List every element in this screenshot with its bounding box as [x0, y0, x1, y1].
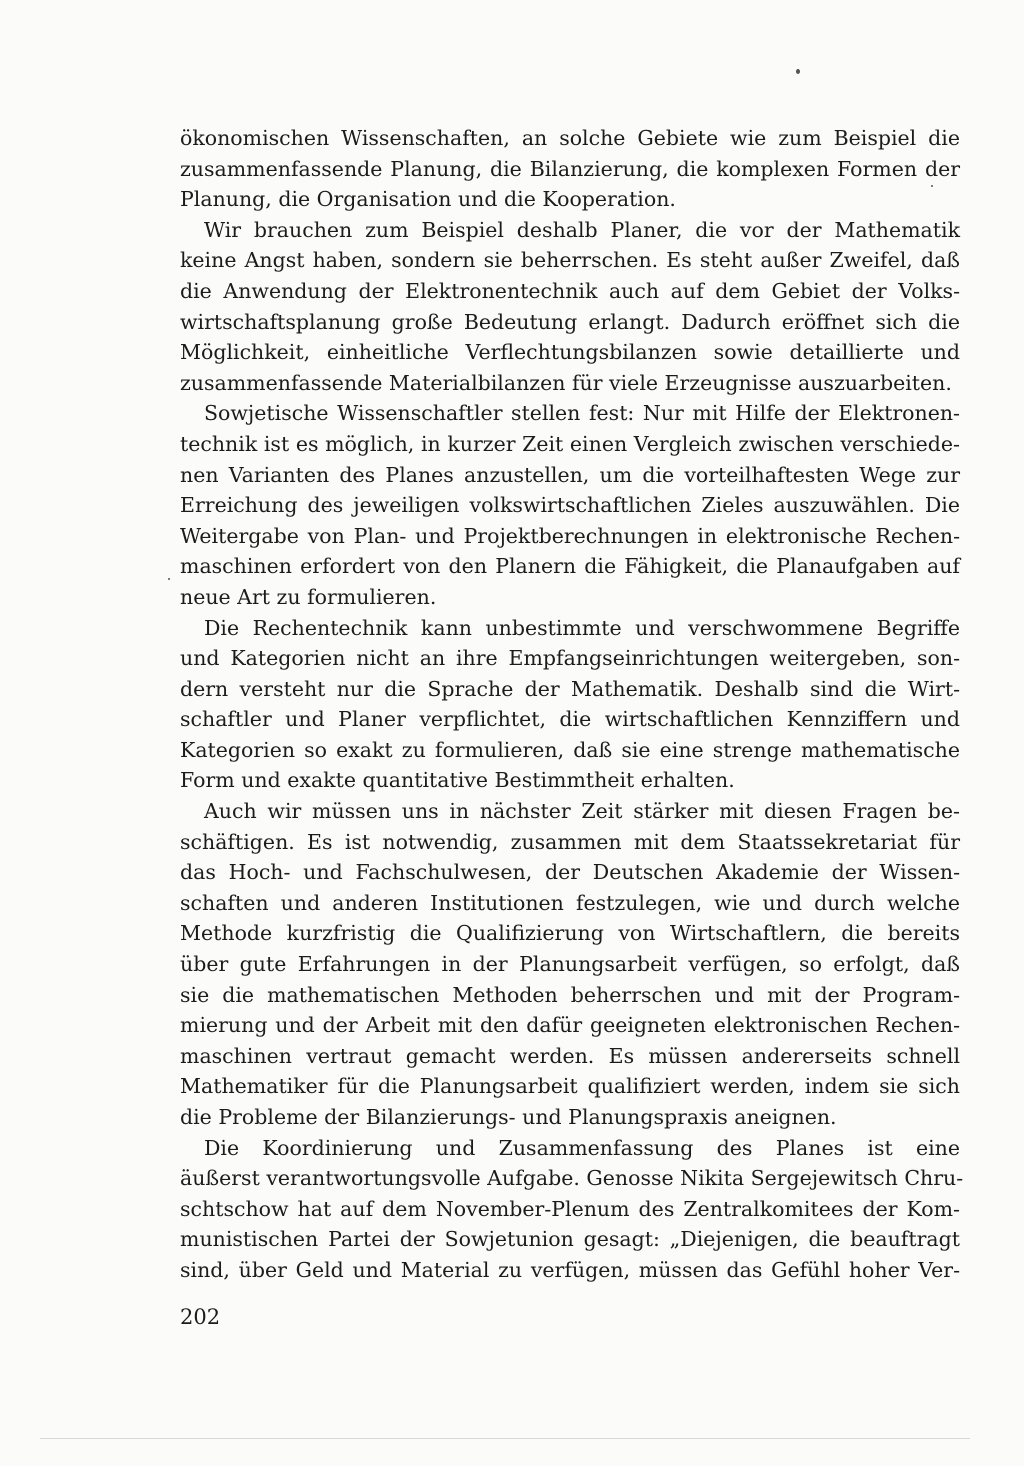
text-line: Möglichkeit, einheitliche Verflechtungsbilanzen sowie detaillierte und	[180, 340, 960, 365]
paragraph	[180, 215, 960, 399]
text-line: Kategorien so exakt zu formulieren, daß sie eine strenge mathematische	[180, 737, 960, 762]
text-line: die Probleme der Bilanzierungs- und Planungspraxis aneignen.	[180, 1105, 837, 1129]
text-line: ökonomischen Wissenschaften, an solche Gebiete wie zum Beispiel die	[180, 126, 960, 150]
text-line: schäftigen. Es ist notwendig, zusammen mit dem Staatssekretariat für	[180, 829, 960, 854]
text-line: wirtschaftsplanung große Bedeutung erlangt. Dadurch eröffnet sich die	[180, 309, 960, 334]
text-line: Mathematiker für die Planungsarbeit qualifiziert werden, indem sie sich	[180, 1074, 960, 1099]
text-line: Methode kurzfristig die Qualifizierung von Wirtschaftlern, die bereits	[180, 921, 960, 946]
text-line: und Kategorien nicht an ihre Empfangseinrichtungen weitergeben, son-	[180, 646, 960, 671]
paragraph	[180, 1133, 964, 1286]
text-line: äußerst verantwortungsvolle Aufgabe. Genosse Nikita Sergejewitsch Chru-	[180, 1166, 964, 1191]
text-line: Planung, die Organisation und die Kooperation.	[180, 187, 676, 212]
text-line: die Anwendung der Elektronentechnik auch auf dem Gebiet der Volks-	[180, 278, 960, 303]
text-line: Weitergabe von Plan- und Projektberechnungen in elektronische Rechen-	[180, 523, 960, 548]
text-line: Form und exakte quantitative Bestimmtheit erhalten.	[180, 768, 735, 793]
text-line: schaften und anderen Institutionen festzulegen, wie und durch welche	[180, 890, 960, 915]
text-line: mierung und der Arbeit mit den dafür geeigneten elektronischen Rechen-	[180, 1013, 960, 1038]
text-line: maschinen erfordert von den Planern die Fähigkeit, die Planaufgaben auf	[180, 554, 960, 579]
scan-edge-line	[40, 1438, 970, 1439]
body-text	[180, 123, 964, 1286]
print-speck	[168, 578, 170, 580]
text-line: schtschow hat auf dem November-Plenum des Zentralkomitees der Kom-	[180, 1196, 960, 1221]
page-number: 202	[180, 1305, 221, 1329]
paragraph	[180, 613, 960, 797]
text-line: maschinen vertraut gemacht werden. Es müssen andererseits schnell	[180, 1043, 960, 1068]
text-line: zusammenfassende Materialbilanzen für viele Erzeugnisse auszuarbeiten.	[180, 370, 952, 395]
text-line: nen Varianten des Planes anzustellen, um die vorteilhaftesten Wege zur	[180, 462, 960, 487]
text-line: über gute Erfahrungen in der Planungsarbeit verfügen, so erfolgt, daß	[180, 952, 960, 977]
paragraph	[180, 123, 960, 215]
text-line: das Hoch- und Fachschulwesen, der Deutschen Akademie der Wissen-	[180, 860, 960, 885]
text-line: Wir brauchen zum Beispiel deshalb Planer, die vor der Mathematik	[204, 217, 960, 242]
text-line: munistischen Partei der Sowjetunion gesagt: „Diejenigen, die beauftragt	[180, 1227, 960, 1252]
text-line: dern versteht nur die Sprache der Mathematik. Deshalb sind die Wirt-	[180, 676, 960, 701]
text-line: neue Art zu formulieren.	[180, 584, 437, 609]
text-line: Erreichung des jeweiligen volkswirtschaftlichen Zieles auszuwählen. Die	[180, 493, 960, 518]
text-line: keine Angst haben, sondern sie beherrschen. Es steht außer Zweifel, daß	[180, 248, 960, 273]
print-speck	[796, 69, 800, 74]
text-line: technik ist es möglich, in kurzer Zeit einen Vergleich zwischen verschiede-	[180, 431, 960, 456]
text-line: sind, über Geld und Material zu verfügen, müssen das Gefühl hoher Ver-	[180, 1257, 960, 1282]
text-line: Sowjetische Wissenschaftler stellen fest: Nur mit Hilfe der Elektronen-	[204, 401, 960, 426]
text-line: schaftler und Planer verpflichtet, die wirtschaftlichen Kennziffern und	[180, 707, 960, 732]
text-line: Auch wir müssen uns in nächster Zeit stärker mit diesen Fragen be-	[204, 799, 960, 824]
text-line: sie die mathematischen Methoden beherrschen und mit der Program-	[180, 982, 960, 1007]
paragraph	[180, 796, 960, 1133]
paragraph	[180, 398, 960, 612]
text-line: zusammenfassende Planung, die Bilanzierung, die komplexen Formen der	[180, 156, 960, 181]
text-line: Die Rechentechnik kann unbestimmte und verschwommene Begriffe	[204, 615, 960, 640]
text-line: Die Koordinierung und Zusammenfassung des Planes ist eine	[204, 1135, 960, 1160]
